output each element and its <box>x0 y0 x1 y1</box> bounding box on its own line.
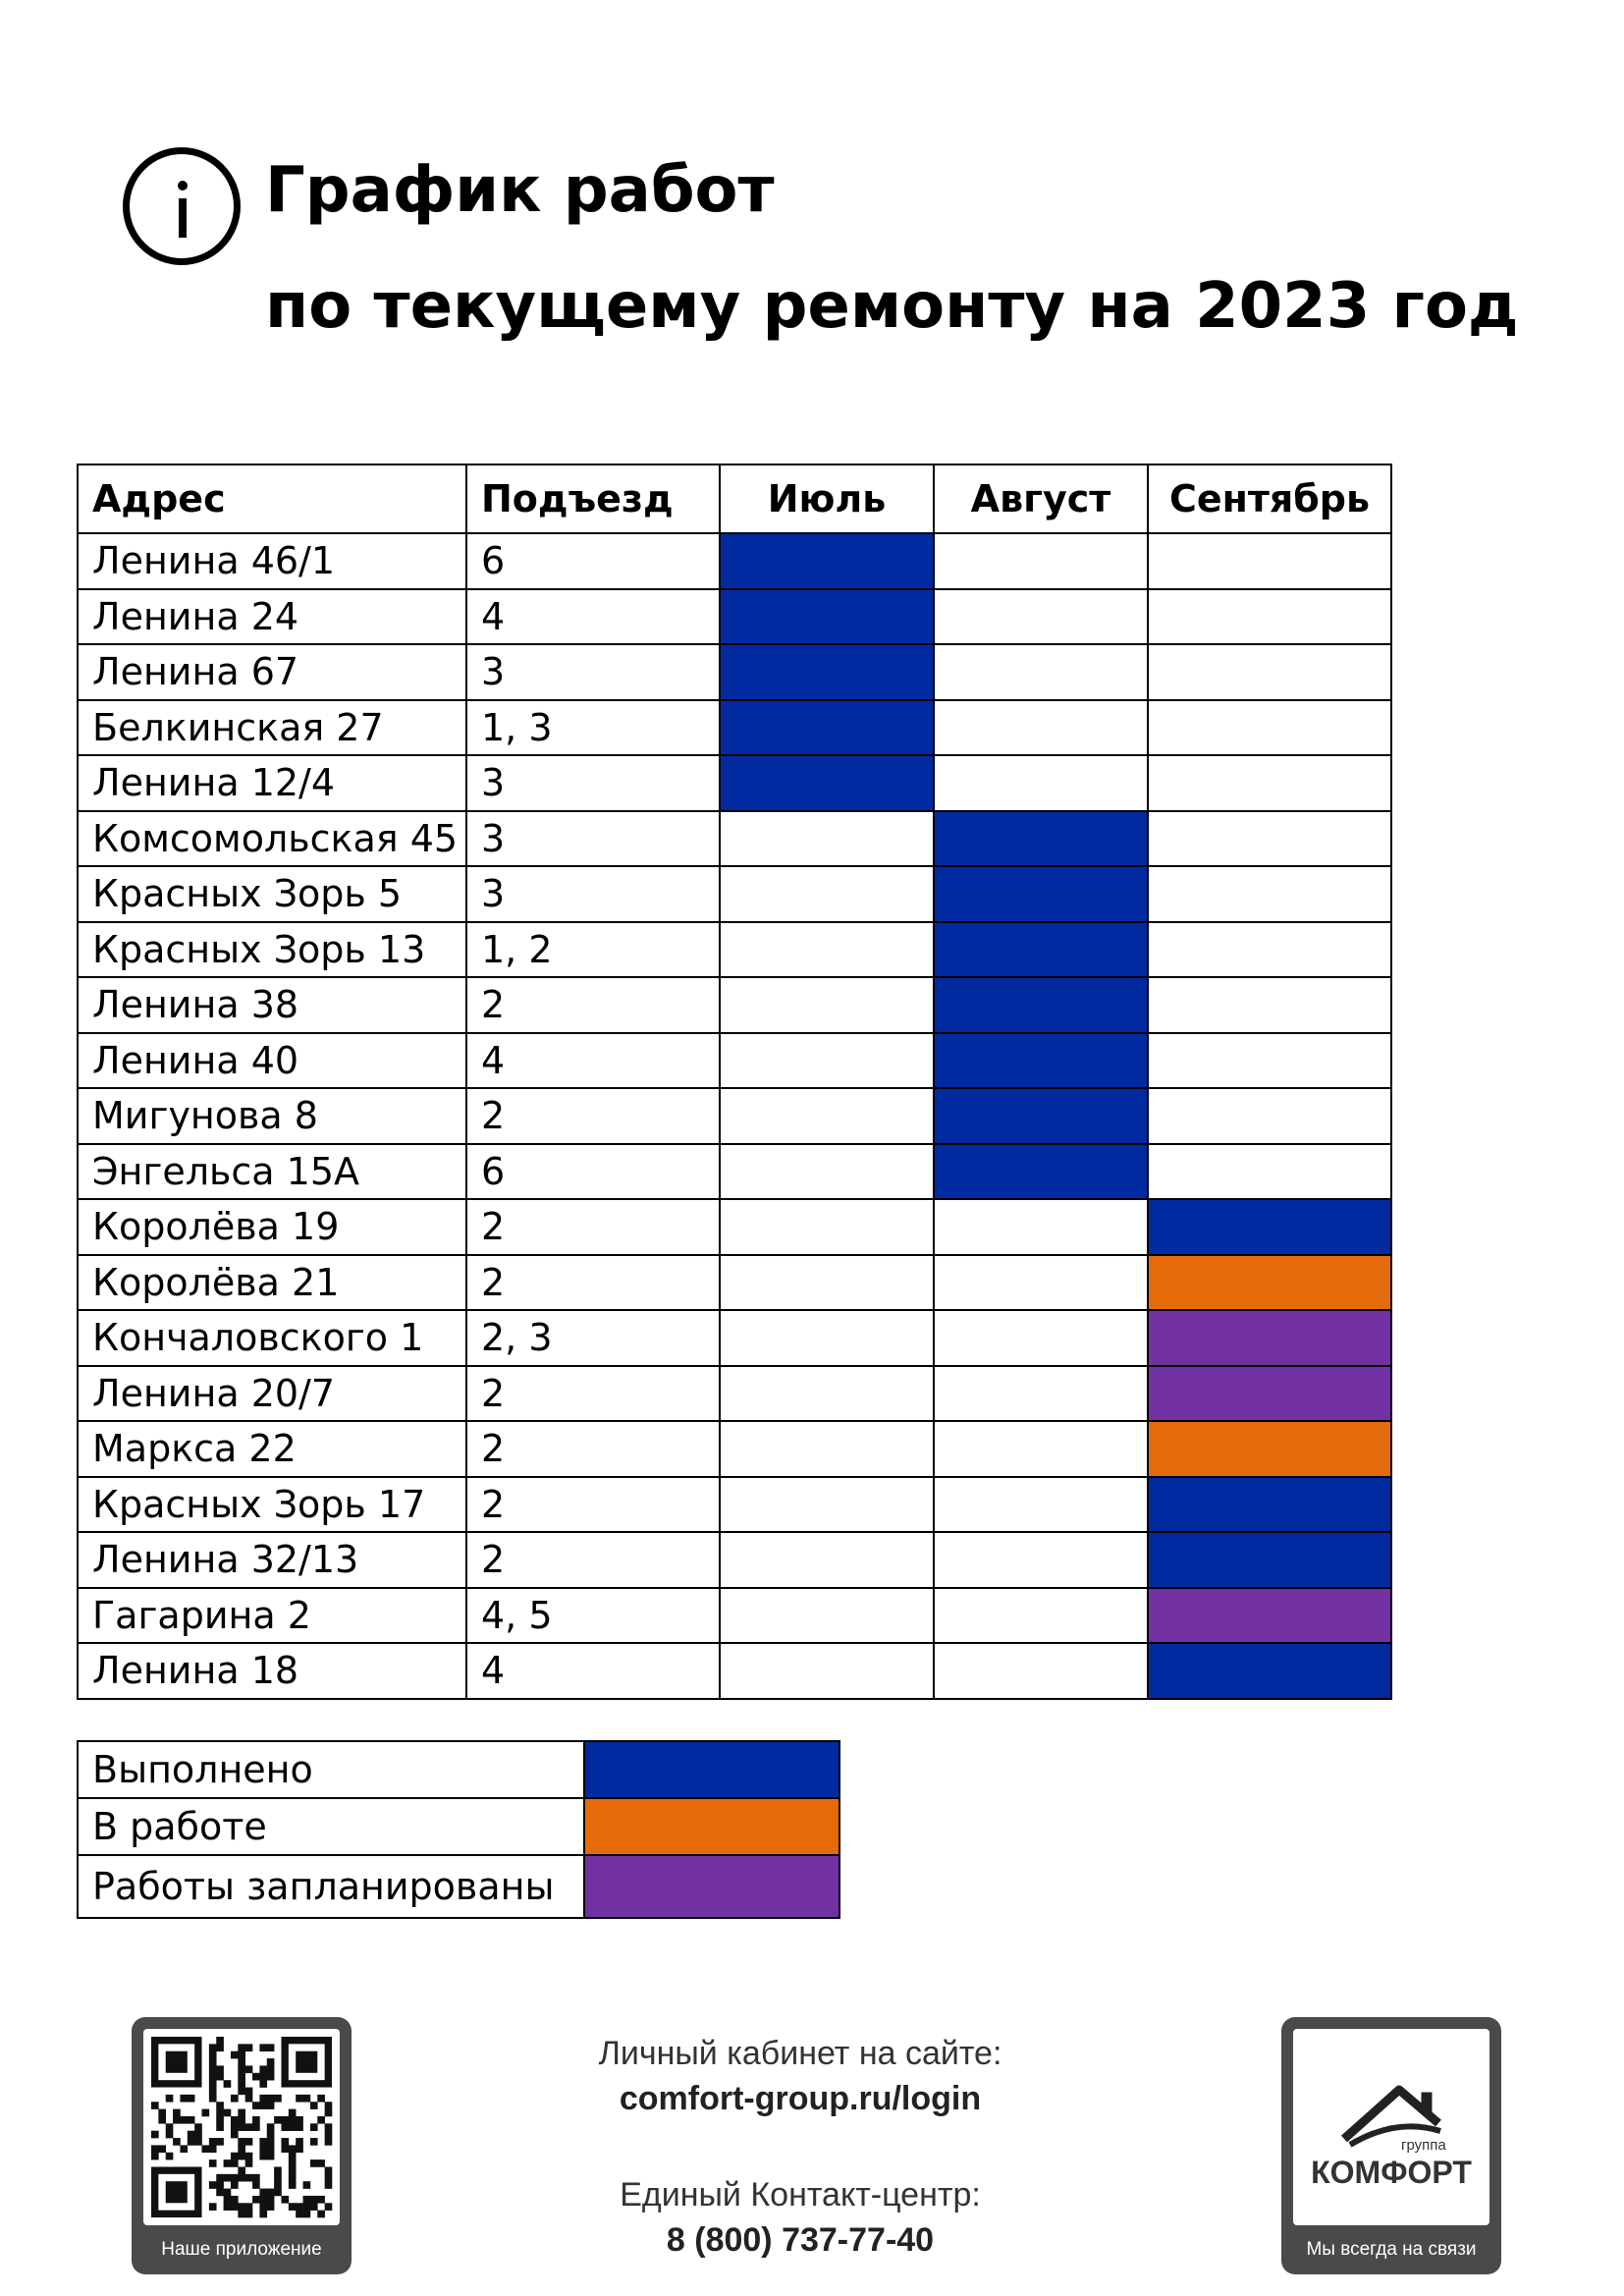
logo-caption: Мы всегда на связи <box>1306 2239 1477 2260</box>
address-cell: Гагарина 2 <box>78 1588 466 1644</box>
address-cell: Ленина 38 <box>78 977 466 1033</box>
status-fill-september <box>1148 1310 1391 1366</box>
status-fill-september <box>1148 1199 1391 1255</box>
legend-label: Выполнено <box>78 1741 584 1798</box>
month-cell-july <box>720 811 934 867</box>
cabinet-link[interactable]: comfort-group.ru/login <box>619 2080 982 2117</box>
month-cell-september <box>1148 977 1391 1033</box>
entrance-cell: 4 <box>466 589 720 645</box>
month-cell-july <box>720 1366 934 1422</box>
legend-table <box>77 1740 840 1919</box>
month-cell-september <box>1148 589 1391 645</box>
company-logo <box>1293 2029 1489 2225</box>
status-fill-august <box>934 1033 1148 1089</box>
table-row <box>78 811 1391 867</box>
status-fill-september <box>1148 1421 1391 1477</box>
house-roof-icon <box>1293 2029 1489 2225</box>
month-cell-july <box>720 1421 934 1477</box>
entrance-cell: 2 <box>466 1532 720 1588</box>
app-qr-badge[interactable] <box>132 2017 352 2274</box>
entrance-cell: 1, 3 <box>466 700 720 756</box>
month-cell-july <box>720 1255 934 1311</box>
address-cell: Красных Зорь 13 <box>78 922 466 978</box>
status-fill-august <box>934 1144 1148 1200</box>
table-row <box>78 977 1391 1033</box>
month-cell-july <box>720 977 934 1033</box>
address-cell: Ленина 24 <box>78 589 466 645</box>
month-cell-july <box>720 1532 934 1588</box>
legend-label: В работе <box>78 1798 584 1855</box>
table-row <box>78 644 1391 700</box>
app-caption: Наше приложение <box>161 2239 322 2260</box>
legend-swatch <box>584 1741 839 1798</box>
month-cell-september <box>1148 1144 1391 1200</box>
month-cell-july <box>720 1477 934 1533</box>
legend-swatch <box>584 1855 839 1918</box>
status-fill-july <box>720 533 934 589</box>
legend-row <box>78 1741 839 1798</box>
address-cell: Ленина 18 <box>78 1643 466 1699</box>
month-cell-september <box>1148 811 1391 867</box>
month-cell-august <box>934 1588 1148 1644</box>
status-fill-september <box>1148 1643 1391 1699</box>
address-cell: Ленина 20/7 <box>78 1366 466 1422</box>
address-cell: Красных Зорь 17 <box>78 1477 466 1533</box>
status-fill-august <box>934 922 1148 978</box>
status-fill-september <box>1148 1366 1391 1422</box>
month-cell-july <box>720 1643 934 1699</box>
address-cell: Мигунова 8 <box>78 1088 466 1144</box>
entrance-cell: 3 <box>466 755 720 811</box>
address-cell: Кончаловского 1 <box>78 1310 466 1366</box>
month-cell-august <box>934 1255 1148 1311</box>
address-cell: Ленина 46/1 <box>78 533 466 589</box>
legend-swatch <box>584 1798 839 1855</box>
contact-phone[interactable]: 8 (800) 737-77-40 <box>666 2221 935 2259</box>
legend-row <box>78 1855 839 1918</box>
table-row <box>78 1144 1391 1200</box>
status-fill-july <box>720 644 934 700</box>
month-cell-august <box>934 755 1148 811</box>
month-cell-july <box>720 1310 934 1366</box>
logo-small-text: группа <box>1401 2137 1446 2154</box>
table-row <box>78 1310 1391 1366</box>
month-cell-august <box>934 644 1148 700</box>
entrance-cell: 2 <box>466 1477 720 1533</box>
entrance-cell: 6 <box>466 1144 720 1200</box>
column-header-entrance: Подъезд <box>466 465 720 533</box>
status-fill-august <box>934 977 1148 1033</box>
page-subtitle: по текущему ремонту на 2023 год <box>265 270 1519 343</box>
legend-row <box>78 1798 839 1855</box>
table-row <box>78 1088 1391 1144</box>
entrance-cell: 4 <box>466 1033 720 1089</box>
column-header-august: Август <box>934 465 1148 533</box>
table-row <box>78 589 1391 645</box>
schedule-table <box>77 464 1392 1700</box>
address-cell: Энгельса 15А <box>78 1144 466 1200</box>
address-cell: Маркса 22 <box>78 1421 466 1477</box>
contact-center-label: Единый Контакт-центр: <box>620 2176 981 2214</box>
month-cell-september <box>1148 866 1391 922</box>
address-cell: Белкинская 27 <box>78 700 466 756</box>
entrance-cell: 2 <box>466 977 720 1033</box>
column-header-address: Адрес <box>78 465 466 533</box>
entrance-cell: 4, 5 <box>466 1588 720 1644</box>
entrance-cell: 2 <box>466 1421 720 1477</box>
table-row <box>78 1366 1391 1422</box>
column-header-september: Сентябрь <box>1148 465 1391 533</box>
month-cell-august <box>934 1199 1148 1255</box>
month-cell-september <box>1148 1033 1391 1089</box>
address-cell: Королёва 21 <box>78 1255 466 1311</box>
status-fill-september <box>1148 1532 1391 1588</box>
month-cell-september <box>1148 1088 1391 1144</box>
month-cell-september <box>1148 644 1391 700</box>
month-cell-august <box>934 1421 1148 1477</box>
month-cell-august <box>934 1477 1148 1533</box>
address-cell: Ленина 40 <box>78 1033 466 1089</box>
table-row <box>78 1199 1391 1255</box>
entrance-cell: 2 <box>466 1366 720 1422</box>
table-header-row <box>78 465 1391 533</box>
month-cell-september <box>1148 755 1391 811</box>
status-fill-september <box>1148 1477 1391 1533</box>
table-row <box>78 755 1391 811</box>
month-cell-july <box>720 922 934 978</box>
status-fill-september <box>1148 1588 1391 1644</box>
table-row <box>78 1421 1391 1477</box>
status-fill-july <box>720 589 934 645</box>
cabinet-label: Личный кабинет на сайте: <box>598 2035 1002 2072</box>
status-fill-july <box>720 755 934 811</box>
table-row <box>78 700 1391 756</box>
status-fill-august <box>934 1088 1148 1144</box>
address-cell: Красных Зорь 5 <box>78 866 466 922</box>
entrance-cell: 3 <box>466 644 720 700</box>
month-cell-august <box>934 1310 1148 1366</box>
entrance-cell: 6 <box>466 533 720 589</box>
month-cell-august <box>934 1366 1148 1422</box>
entrance-cell: 2 <box>466 1199 720 1255</box>
table-row <box>78 922 1391 978</box>
table-row <box>78 1643 1391 1699</box>
address-cell: Ленина 32/13 <box>78 1532 466 1588</box>
month-cell-july <box>720 1588 934 1644</box>
entrance-cell: 4 <box>466 1643 720 1699</box>
table-row <box>78 533 1391 589</box>
month-cell-august <box>934 1643 1148 1699</box>
month-cell-july <box>720 1144 934 1200</box>
month-cell-july <box>720 1088 934 1144</box>
entrance-cell: 1, 2 <box>466 922 720 978</box>
month-cell-august <box>934 533 1148 589</box>
month-cell-september <box>1148 700 1391 756</box>
status-fill-july <box>720 700 934 756</box>
table-row <box>78 1255 1391 1311</box>
table-row <box>78 866 1391 922</box>
column-header-july: Июль <box>720 465 934 533</box>
entrance-cell: 2 <box>466 1088 720 1144</box>
month-cell-august <box>934 700 1148 756</box>
month-cell-july <box>720 866 934 922</box>
entrance-cell: 3 <box>466 866 720 922</box>
info-icon <box>123 147 241 265</box>
table-row <box>78 1588 1391 1644</box>
address-cell: Ленина 12/4 <box>78 755 466 811</box>
month-cell-july <box>720 1033 934 1089</box>
logo-name: КОМФОРТ <box>1311 2155 1472 2190</box>
address-cell: Ленина 67 <box>78 644 466 700</box>
month-cell-august <box>934 589 1148 645</box>
address-cell: Королёва 19 <box>78 1199 466 1255</box>
entrance-cell: 2 <box>466 1255 720 1311</box>
legend-label: Работы запланированы <box>78 1855 584 1918</box>
month-cell-september <box>1148 922 1391 978</box>
month-cell-september <box>1148 533 1391 589</box>
address-cell: Комсомольская 45 <box>78 811 466 867</box>
table-row <box>78 1033 1391 1089</box>
status-fill-august <box>934 811 1148 867</box>
table-row <box>78 1532 1391 1588</box>
qr-code <box>143 2029 340 2225</box>
status-fill-august <box>934 866 1148 922</box>
month-cell-august <box>934 1532 1148 1588</box>
table-row <box>78 1477 1391 1533</box>
page-title: График работ <box>265 154 775 227</box>
company-logo-badge <box>1281 2017 1501 2274</box>
status-fill-september <box>1148 1255 1391 1311</box>
entrance-cell: 3 <box>466 811 720 867</box>
month-cell-july <box>720 1199 934 1255</box>
entrance-cell: 2, 3 <box>466 1310 720 1366</box>
